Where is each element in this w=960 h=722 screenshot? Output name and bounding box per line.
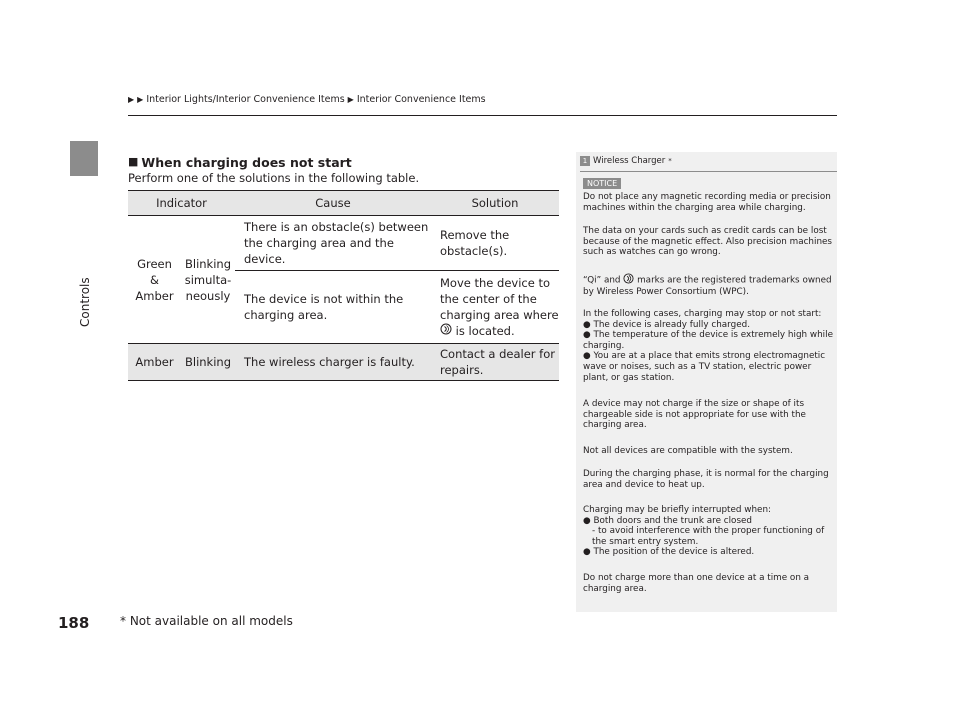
note-heading (580, 156, 672, 166)
bullet-item (583, 351, 833, 383)
note-paragraph (583, 273, 833, 297)
note-mark-icon: 1 (580, 156, 590, 166)
note-paragraph: In the following cases, charging may stop or not start: (583, 309, 822, 319)
table-row (128, 344, 559, 381)
qi-logo-icon (440, 323, 452, 340)
section-title (128, 155, 352, 170)
bullet-icon: ● (583, 351, 591, 362)
note-paragraph: The data on your cards such as credit cards can be lost because of the magnetic effect. Also precision machines such as watches can go wrong. (583, 226, 833, 258)
note-list (583, 309, 833, 383)
breadcrumb (128, 94, 486, 105)
indicator-line: neously (185, 288, 231, 303)
side-tab-marker (70, 141, 98, 176)
bullet-icon: ● (583, 515, 591, 526)
breadcrumb-item[interactable]: Interior Convenience Items (356, 94, 486, 105)
bullet-text: Both doors and the trunk are closed (593, 515, 753, 526)
indicator-line: Green (137, 256, 172, 271)
note-divider (580, 171, 837, 172)
breadcrumb-item[interactable]: Interior Lights/Interior Convenience Items (146, 94, 345, 105)
bullet-icon: ● (583, 547, 591, 558)
note-title-star: * (668, 157, 672, 165)
bullet-item (583, 516, 833, 527)
indicator-line: & (150, 272, 159, 287)
solutions-table (128, 190, 559, 381)
solution-text: Move the device to the center of the charging area where (440, 275, 559, 322)
solution-text: is located. (455, 323, 515, 338)
square-marker-icon: ■ (128, 155, 139, 168)
column-header: Cause (235, 191, 431, 216)
footnote: * Not available on all models (120, 614, 293, 628)
cause-cell: There is an obstacle(s) between the charging area and the device. (235, 216, 431, 271)
note-paragraph: Not all devices are compatible with the system. (583, 446, 793, 456)
indicator-line: Amber (135, 288, 174, 303)
bullet-icon: ● (583, 330, 591, 341)
notice-badge: NOTICE (583, 178, 621, 189)
column-header: Solution (431, 191, 559, 216)
bullet-item (583, 330, 833, 351)
cause-cell: The device is not within the charging area. (244, 292, 404, 322)
note-paragraph: Charging may be briefly interrupted when: (583, 505, 771, 515)
bullet-text: The device is already fully charged. (593, 319, 751, 330)
indicator-cell (128, 216, 181, 344)
bullet-item (583, 320, 833, 331)
header-divider (128, 115, 837, 116)
note-paragraph: A device may not charge if the size or shape of its chargeable side is not appropriate for use with the charging area. (583, 399, 806, 431)
triangle-right-icon: ▶ (128, 95, 135, 104)
sidebar-label: Controls (78, 277, 92, 327)
indicator-cell: Amber (128, 344, 181, 381)
indicator-line: simulta- (184, 272, 232, 287)
note-list (583, 505, 833, 558)
indicator-cell (181, 216, 235, 344)
indicator-cell: Blinking (181, 344, 235, 381)
solution-cell: Remove the obstacle(s). (431, 216, 559, 271)
bullet-text: You are at a place that emits strong electromagnetic wave or noises, such as a TV station, electric power plant, or gas station. (583, 351, 826, 383)
section-intro: Perform one of the solutions in the following table. (128, 171, 420, 185)
triangle-right-icon: ▶ (347, 95, 354, 104)
solution-cell: Contact a dealer for repairs. (431, 344, 559, 381)
cause-cell: The wireless charger is faulty. (235, 344, 431, 381)
table-header-row (128, 191, 559, 216)
indicator-line: Blinking (184, 256, 231, 271)
note-title: Wireless Charger (593, 156, 666, 166)
note-paragraph: Do not place any magnetic recording media or precision machines within the charging area while charging. (583, 192, 831, 213)
note-text-post: marks are the registered trademarks owned by Wireless Power Consortium (WPC). (583, 275, 832, 297)
bullet-subtext: - to avoid interference with the proper functioning of the smart entry system. (592, 526, 825, 547)
solution-cell (431, 271, 559, 344)
bullet-text: The position of the device is altered. (593, 547, 755, 558)
bullet-icon: ● (583, 319, 591, 330)
bullet-text: The temperature of the device is extremely high while charging. (583, 330, 833, 351)
note-paragraph: Do not charge more than one device at a time on a charging area. (583, 573, 810, 594)
triangle-right-icon: ▶ (137, 95, 144, 104)
column-header: Indicator (128, 191, 235, 216)
table-row (128, 216, 559, 271)
section-title-text: When charging does not start (141, 155, 352, 170)
note-text-pre: “Qi” and (583, 275, 621, 286)
bullet-item (583, 547, 833, 558)
qi-logo-icon (623, 273, 634, 287)
note-paragraph: During the charging phase, it is normal for the charging area and device to heat up. (583, 469, 829, 490)
page-number: 188 (58, 614, 90, 632)
